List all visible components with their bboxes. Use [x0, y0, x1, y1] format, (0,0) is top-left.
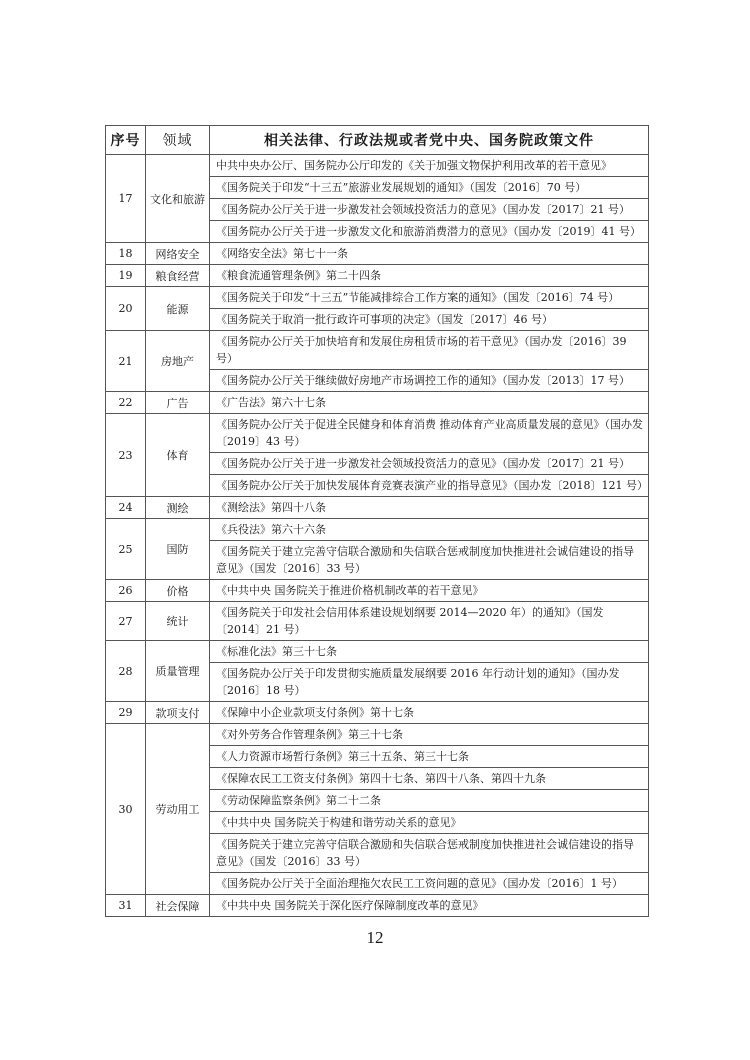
- policy-document-cell: 《粮食流通管理条例》第二十四条: [210, 265, 649, 287]
- policy-document-cell: 《保障农民工工资支付条例》第四十七条、第四十八条、第四十九条: [210, 768, 649, 790]
- table-row: [106, 702, 649, 724]
- header-num: 序号: [106, 126, 146, 155]
- policy-document-cell: 《国务院关于取消一批行政许可事项的决定》（国发〔2017〕46 号）: [210, 309, 649, 331]
- policy-document-cell: 《中共中央 国务院关于推进价格机制改革的若干意见》: [210, 580, 649, 602]
- policy-document-cell: 《国务院办公厅关于全面治理拖欠农民工工资问题的意见》（国办发〔2016〕1 号）: [210, 873, 649, 895]
- table-row: [106, 287, 649, 309]
- table-row: [106, 331, 649, 370]
- row-number: 25: [106, 519, 146, 580]
- row-field: 房地产: [146, 331, 210, 392]
- table-row: [106, 392, 649, 414]
- policy-document-cell: 《劳动保障监察条例》第二十二条: [210, 790, 649, 812]
- policy-document-cell: 《国务院关于印发社会信用体系建设规划纲要 2014—2020 年）的通知》（国发〔2014〕21 号）: [210, 602, 649, 641]
- policy-document-cell: 中共中央办公厅、国务院办公厅印发的《关于加强文物保护利用改革的若干意见》: [210, 155, 649, 177]
- policy-document-cell: 《国务院办公厅关于进一步激发社会领域投资活力的意见》（国办发〔2017〕21 号）: [210, 453, 649, 475]
- row-number: 27: [106, 602, 146, 641]
- policy-table: [105, 125, 649, 917]
- table-row: [106, 243, 649, 265]
- table-row: [106, 724, 649, 746]
- table-row: [106, 265, 649, 287]
- policy-document-cell: 《保障中小企业款项支付条例》第十七条: [210, 702, 649, 724]
- policy-document-cell: 《标准化法》第三十七条: [210, 641, 649, 663]
- table-body: [106, 155, 649, 917]
- row-field: 款项支付: [146, 702, 210, 724]
- row-number: 23: [106, 414, 146, 497]
- policy-document-cell: 《中共中央 国务院关于构建和谐劳动关系的意见》: [210, 812, 649, 834]
- policy-document-cell: 《国务院办公厅关于加快发展体育竞赛表演产业的指导意见》（国办发〔2018〕121 号）: [210, 475, 649, 497]
- policy-document-cell: 《对外劳务合作管理条例》第三十七条: [210, 724, 649, 746]
- table-header-row: [106, 126, 649, 155]
- row-field: 能源: [146, 287, 210, 331]
- row-number: 29: [106, 702, 146, 724]
- row-number: 30: [106, 724, 146, 895]
- policy-document-cell: 《国务院办公厅关于印发贯彻实施质量发展纲要 2016 年行动计划的通知》（国办发〔2016〕18 号）: [210, 663, 649, 702]
- policy-document-cell: 《国务院办公厅关于进一步激发文化和旅游消费潜力的意见》（国办发〔2019〕41 号）: [210, 221, 649, 243]
- policy-document-cell: 《测绘法》第四十八条: [210, 497, 649, 519]
- table-row: [106, 895, 649, 917]
- row-field: 广告: [146, 392, 210, 414]
- row-field: 统计: [146, 602, 210, 641]
- row-number: 26: [106, 580, 146, 602]
- policy-document-cell: 《中共中央 国务院关于深化医疗保障制度改革的意见》: [210, 895, 649, 917]
- row-number: 22: [106, 392, 146, 414]
- page-number: 12: [366, 928, 384, 947]
- row-number: 18: [106, 243, 146, 265]
- row-field: 测绘: [146, 497, 210, 519]
- header-docs: 相关法律、行政法规或者党中央、国务院政策文件: [210, 126, 649, 155]
- row-field: 劳动用工: [146, 724, 210, 895]
- table-row: [106, 641, 649, 663]
- row-number: 20: [106, 287, 146, 331]
- row-number: 28: [106, 641, 146, 702]
- row-number: 21: [106, 331, 146, 392]
- row-field: 社会保障: [146, 895, 210, 917]
- table-row: [106, 602, 649, 641]
- row-field: 价格: [146, 580, 210, 602]
- policy-document-cell: 《兵役法》第六十六条: [210, 519, 649, 541]
- row-field: 国防: [146, 519, 210, 580]
- policy-document-cell: 《广告法》第六十七条: [210, 392, 649, 414]
- policy-document-cell: 《国务院办公厅关于促进全民健身和体育消费 推动体育产业高质量发展的意见》（国办发〔2019〕43 号）: [210, 414, 649, 453]
- policy-document-cell: 《人力资源市场暂行条例》第三十五条、第三十七条: [210, 746, 649, 768]
- row-number: 19: [106, 265, 146, 287]
- row-number: 24: [106, 497, 146, 519]
- policy-document-cell: 《国务院关于建立完善守信联合激励和失信联合惩戒制度加快推进社会诚信建设的指导意见》（国发〔2016〕33 号）: [210, 541, 649, 580]
- table-row: [106, 519, 649, 541]
- header-field: 领域: [146, 126, 210, 155]
- policy-document-cell: 《国务院办公厅关于加快培育和发展住房租赁市场的若干意见》（国办发〔2016〕39 号）: [210, 331, 649, 370]
- policy-document-cell: 《网络安全法》第七十一条: [210, 243, 649, 265]
- row-field: 文化和旅游: [146, 155, 210, 243]
- row-number: 31: [106, 895, 146, 917]
- table-row: [106, 414, 649, 453]
- policy-document-cell: 《国务院关于印发“十三五”节能减排综合工作方案的通知》（国发〔2016〕74 号）: [210, 287, 649, 309]
- row-field: 质量管理: [146, 641, 210, 702]
- policy-document-cell: 《国务院关于建立完善守信联合激励和失信联合惩戒制度加快推进社会诚信建设的指导意见》（国发〔2016〕33 号）: [210, 834, 649, 873]
- policy-document-cell: 《国务院关于印发“十三五”旅游业发展规划的通知》（国发〔2016〕70 号）: [210, 177, 649, 199]
- policy-document-cell: 《国务院办公厅关于继续做好房地产市场调控工作的通知》（国办发〔2013〕17 号）: [210, 370, 649, 392]
- policy-document-cell: 《国务院办公厅关于进一步激发社会领域投资活力的意见》（国办发〔2017〕21 号）: [210, 199, 649, 221]
- row-number: 17: [106, 155, 146, 243]
- row-field: 体育: [146, 414, 210, 497]
- table-row: [106, 497, 649, 519]
- table-row: [106, 580, 649, 602]
- row-field: 网络安全: [146, 243, 210, 265]
- row-field: 粮食经营: [146, 265, 210, 287]
- table-row: [106, 155, 649, 177]
